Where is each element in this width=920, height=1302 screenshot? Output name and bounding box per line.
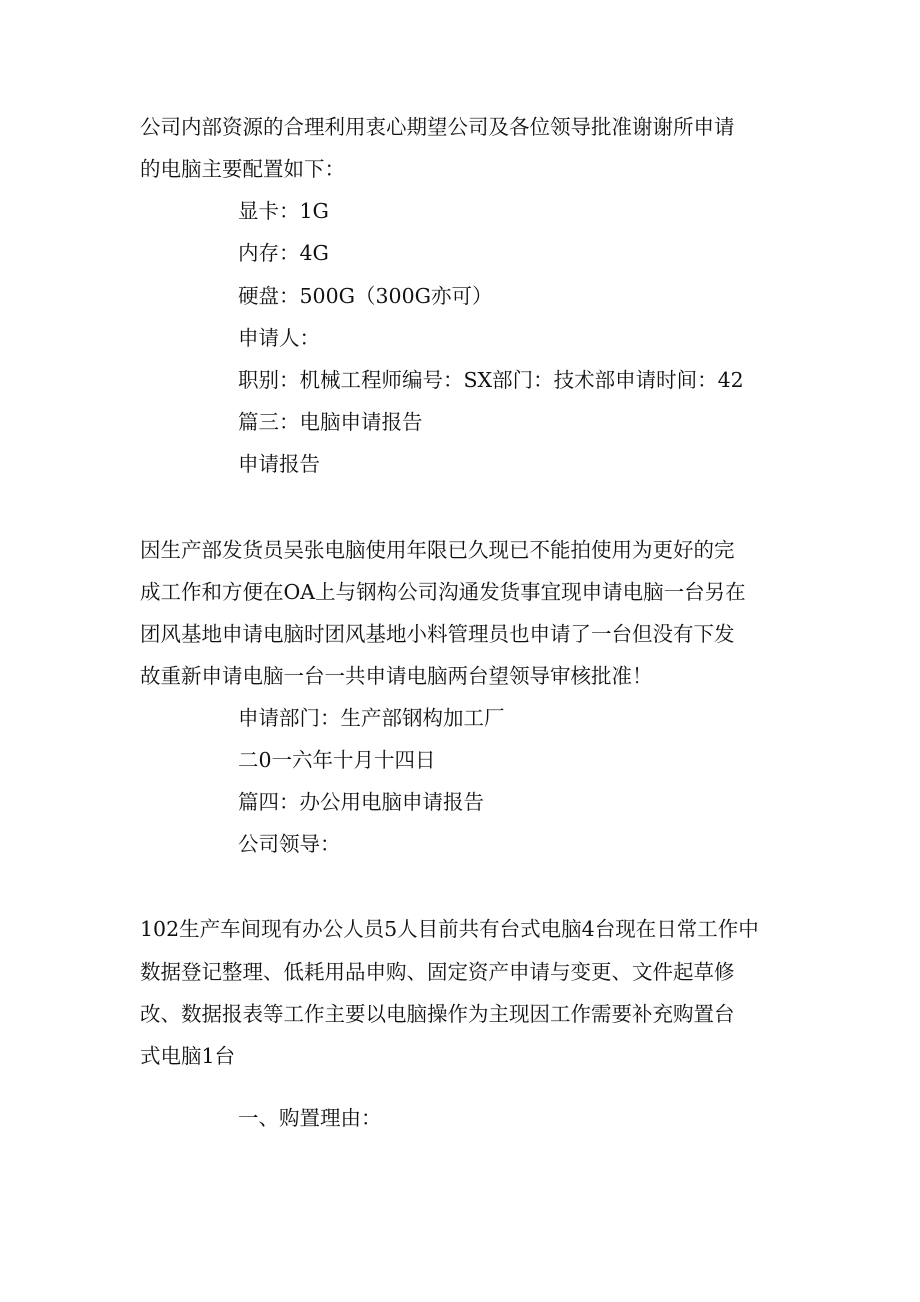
paragraph-line: 成工作和方便在OA上与钢构公司沟通发货事宜现申请电脑一台另在: [140, 580, 746, 604]
applicant-label: 申请人：: [238, 326, 320, 350]
section-heading: 篇三：电脑申请报告: [238, 410, 423, 434]
section-heading: 篇四：办公用电脑申请报告: [238, 790, 484, 814]
salutation: 公司领导：: [238, 832, 341, 856]
paragraph-line: 因生产部发货员吴张电脑使用年限已久现已不能拍使用为更好的完: [140, 538, 735, 562]
paragraph-line: 102生产车间现有办公人员5人目前共有台式电脑4台现在日常工作中: [140, 917, 759, 941]
report-title: 申请报告: [238, 452, 320, 476]
report-date: 二0一六年十月十四日: [238, 748, 436, 772]
purchase-reason-heading: 一、购置理由：: [238, 1106, 382, 1130]
paragraph-line: 式电脑1台: [140, 1044, 236, 1068]
spec-graphics-card: 显卡：1G: [238, 199, 329, 223]
applicant-details: 职别：机械工程师编号：SX部门：技术部申请时间：42: [238, 368, 744, 392]
applying-department: 申请部门：生产部钢构加工厂: [238, 706, 505, 730]
spec-memory: 内存：4G: [238, 241, 329, 265]
paragraph-line: 改、数据报表等工作主要以电脑操作为主现因工作需要补充购置台: [140, 1002, 735, 1026]
paragraph-line: 团风基地申请电脑时团风基地小料管理员也申请了一台但没有下发: [140, 622, 735, 646]
paragraph-line: 公司内部资源的合理利用衷心期望公司及各位领导批准谢谢所申请: [140, 115, 735, 139]
paragraph-line: 故重新申请电脑一台一共申请电脑两台望领导审核批准！: [140, 664, 653, 688]
spec-hard-disk: 硬盘：500G（300G亦可）: [238, 284, 493, 308]
paragraph-line: 数据登记整理、低耗用品申购、固定资产申请与变更、文件起草修: [140, 960, 735, 984]
paragraph-line: 的电脑主要配置如下：: [140, 157, 345, 181]
